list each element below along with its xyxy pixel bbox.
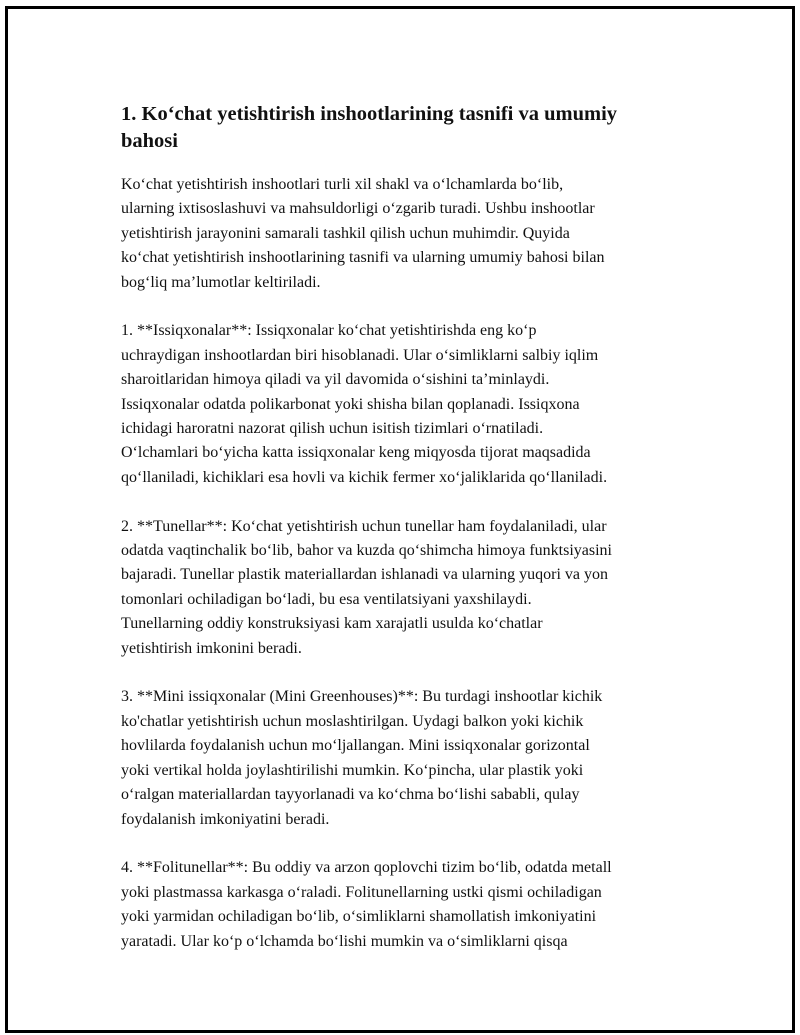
text-line: 2. **Tunellar**: Ko‘chat yetishtirish uchun tunellar ham foydalaniladi, ular — [121, 517, 607, 535]
text-line: Ko‘chat yetishtirish inshootlari turli xil shakl va o‘lchamlarda bo‘lib, — [121, 176, 564, 193]
intro-paragraph — [121, 173, 701, 295]
text-line: Tunellarning oddiy konstruksiyasi kam xarajatli usulda ko‘chatlar — [121, 615, 543, 633]
text-line: hovlilarda foydalanish uchun mo‘ljallangan. Mini issiqxonalar gorizontal — [121, 737, 590, 755]
text-line: ularning ixtisoslashuvi va mahsuldorligi o‘zgarib turadi. Ushbu inshootlar — [121, 200, 595, 218]
text-line: ko‘chat yetishtirish inshootlarining tasnifi va ularning umumiy bahosi bilan — [121, 249, 605, 267]
text-line: 3. **Mini issiqxonalar (Mini Greenhouses)**: Bu turdagi inshootlar kichik — [121, 688, 603, 706]
text-line: yetishtirish jarayonini samarali tashkil qilish uchun muhimdir. Quyida — [121, 224, 570, 242]
text-line: foydalanish imkoniyatini beradi. — [121, 810, 330, 828]
text-line: bajaradi. Tunellar plastik materiallardan ishlanadi va ularning yuqori va yon — [121, 566, 608, 584]
text-line: qo‘llaniladi, kichiklari esa hovli va kichik fermer xo‘jaliklarida qo‘llaniladi. — [121, 468, 608, 486]
text-line: yoki yarmidan ochiladigan bo‘lib, o‘simliklarni shamollatish imkoniyatini — [121, 908, 597, 926]
paragraph-folitunellar — [121, 856, 701, 954]
paragraph-issiqxonalar — [121, 319, 701, 490]
text-line: yoki vertikal holda joylashtirilishi mumkin. Ko‘pincha, ular plastik yoki — [121, 761, 584, 779]
text-line: yoki plastmassa karkasga o‘raladi. Folitunellarning ustki qismi ochiladigan — [121, 883, 602, 901]
title-line: 1. Ko‘chat yetishtirish inshootlarining tasnifi va umumiy — [121, 103, 618, 125]
text-line: yetishtirish imkonini beradi. — [121, 639, 302, 657]
text-line: 4. **Folitunellar**: Bu oddiy va arzon qoplovchi tizim bo‘lib, odatda metall — [121, 859, 612, 877]
text-line: ichidagi haroratni nazorat qilish uchun isitish tizimlari o‘rnatiladi. — [121, 420, 544, 438]
text-line: ko'chatlar yetishtirish uchun moslashtirilgan. Uydagi balkon yoki kichik — [121, 712, 584, 730]
text-line: Issiqxonalar odatda polikarbonat yoki shisha bilan qoplanadi. Issiqxona — [121, 395, 580, 413]
text-line: yaratadi. Ular ko‘p o‘lchamda bo‘lishi mumkin va o‘simliklarni qisqa — [121, 932, 568, 950]
text-line: tomonlari ochiladigan bo‘ladi, bu esa ventilatsiyani yaxshilaydi. — [121, 590, 532, 608]
page-frame — [5, 6, 795, 1033]
text-line: O‘lchamlari bo‘yicha katta issiqxonalar keng miqyosda tijorat maqsadida — [121, 444, 591, 462]
text-line: bog‘liq ma’lumotlar keltiriladi. — [121, 273, 321, 291]
title-line: bahosi — [121, 130, 178, 152]
section-title — [121, 101, 701, 155]
paragraph-mini-issiqxonalar — [121, 685, 701, 831]
text-line: o‘ralgan materiallardan tayyorlanadi va ko‘chma bo‘lishi sababli, qulay — [121, 786, 580, 804]
text-line: sharoitlaridan himoya qiladi va yil davomida o‘sishini ta’minlaydi. — [121, 371, 550, 389]
text-line: uchraydigan inshootlardan biri hisoblanadi. Ular o‘simliklarni salbiy iqlim — [121, 346, 599, 364]
text-line: 1. **Issiqxonalar**: Issiqxonalar ko‘chat yetishtirishda eng ko‘p — [121, 322, 537, 340]
text-line: odatda vaqtinchalik bo‘lib, bahor va kuzda qo‘shimcha himoya funktsiyasini — [121, 542, 612, 560]
document-body — [121, 101, 701, 978]
paragraph-tunellar — [121, 515, 701, 661]
